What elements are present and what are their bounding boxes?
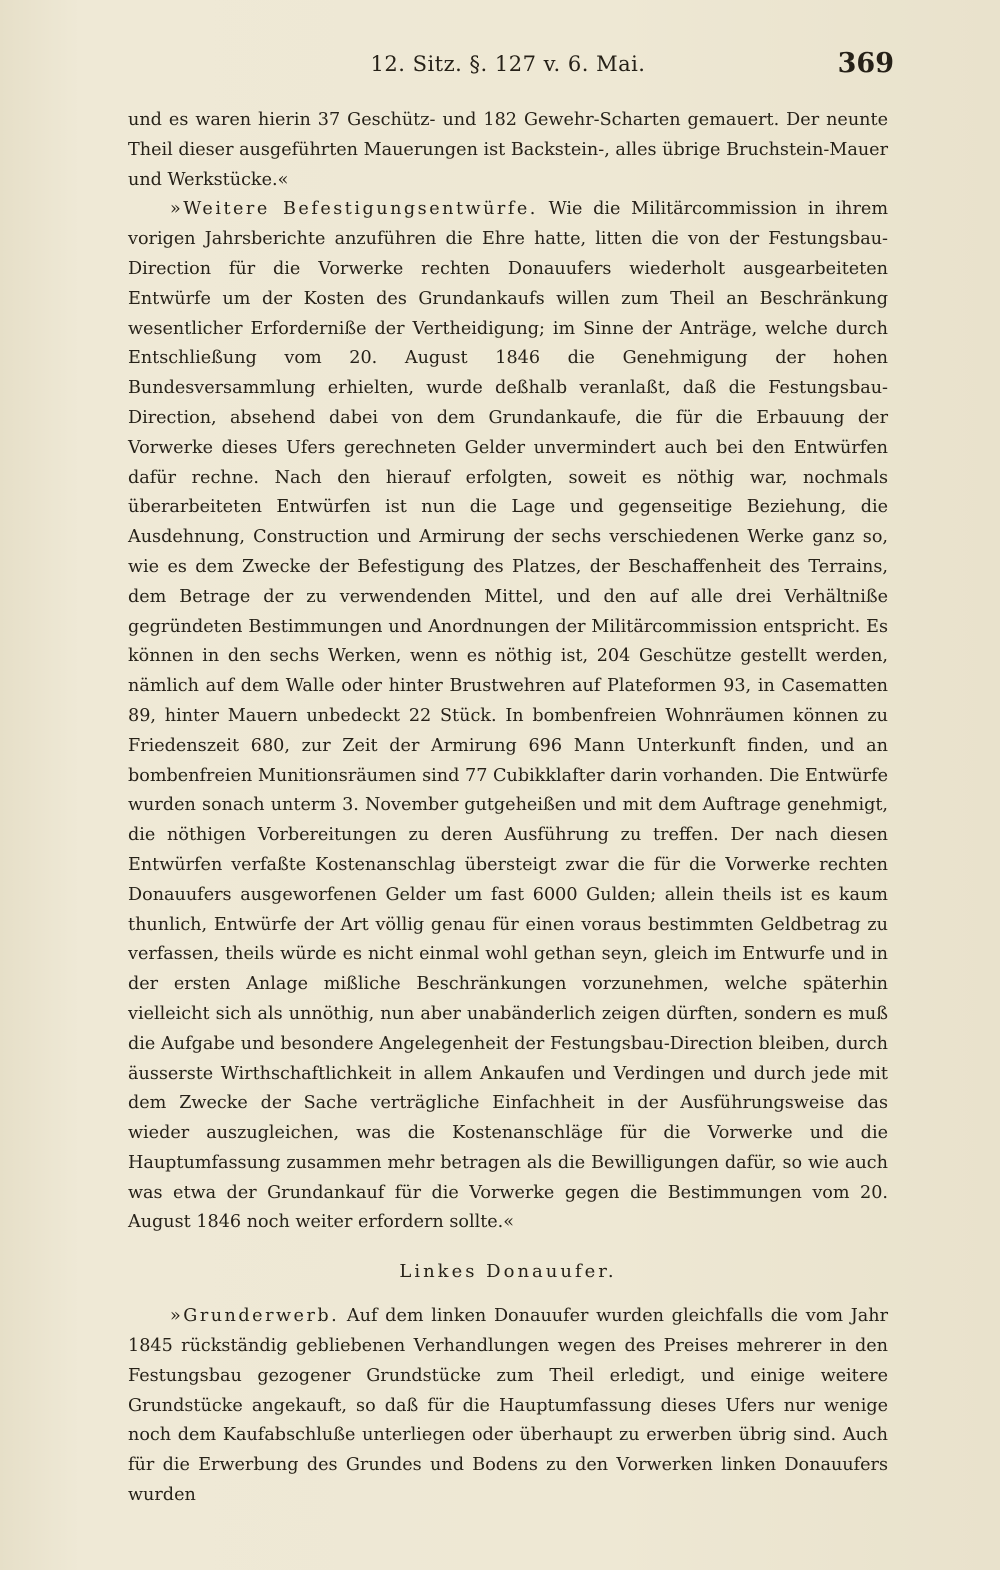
paragraph-text: Auf dem linken Donauufer wurden gleichfalls die vom Jahr 1845 rückständig gebliebenen Verhandlungen wegen des Preises mehrerer in den Festungsbau gezogener Grundstücke zum Theil erledigt, und einige weitere Grundstücke angekauft, so daß für die Hauptumfassung dieses Ufers nur wenige noch dem Kaufabschluße unterliegen oder überhaupt zu erwerben übrig sind. Auch für die Erwerbung des Grundes und Bodens zu den Vorwerken linken Donauufers wurden xyxy=(128,1306,888,1506)
paragraph-continuation xyxy=(128,106,888,195)
paragraph-grunderwerb xyxy=(128,1302,888,1511)
page-header xyxy=(128,48,894,88)
section-heading: Linkes Donauufer. xyxy=(399,1261,617,1283)
paragraph-text: Wie die Militärcommission in ihrem vorigen Jahrsberichte anzuführen die Ehre hatte, litten die von der Festungsbau-Direction für die Vorwerke rechten Donauufers wiederholt ausgearbeiteten Entwürfe um der Kosten des Grundankaufs willen zum Theil an Beschränkung wesentlicher Erforderniße der Vertheidigung; im Sinne der Anträge, welche durch Entschließung vom 20. August 1846 die Genehmigung der hohen Bundesversammlung erhielten, wurde deßhalb veranlaßt, daß die Festungsbau-Direction, absehend dabei von dem Grundankaufe, die für die Erbauung der Vorwerke dieses Ufers gerechneten Gelder unvermindert auch bei den Entwürfen dafür rechne. Nach den hierauf erfolgten, soweit es nöthig war, nochmals überarbeiteten Entwürfen ist nun die Lage und gegenseitige Beziehung, die Ausdehnung, Construction und Armirung der sechs verschiedenen Werke ganz so, wie es dem Zwecke der Befestigung des Platzes, der Beschaffenheit des Terrains, dem Betrage der zu verwendenden Mittel, und den auf alle drei Verhältniße gegründeten Bestimmungen und Anordnungen der Militärcommission entspricht. Es können in den sechs Werken, wenn es nöthig ist, 204 Geschütze gestellt werden, nämlich auf dem Walle oder hinter Brustwehren auf Plateformen 93, in Casematten 89, hinter Mauern unbedeckt 22 Stück. In bombenfreien Wohnräumen können zu Friedenszeit 680, zur Zeit der Armirung 696 Mann Unterkunft finden, und an bombenfreien Munitionsräumen sind 77 Cubikklafter darin vorhanden. Die Entwürfe wurden sonach unterm 3. November gutgeheißen und mit dem Auftrage genehmigt, die nöthigen Vorbereitungen zu deren Ausführung zu treffen. Der nach diesen Entwürfen verfaßte Kostenanschlag übersteigt zwar die für die Vorwerke rechten Donauufers ausgeworfenen Gelder um fast 6000 Gulden; allein theils ist es kaum thunlich, Entwürfe der Art völlig genau für einen voraus bestimmten Geldbetrag zu verfassen, theils würde es nicht einmal wohl gethan seyn, gleich im Entwurfe und in der ersten Anlage mißliche Beschränkungen vorzunehmen, welche späterhin vielleicht sich als unnöthig, nun aber unabänderlich zeigen dürften, sondern es muß die Aufgabe und besondere Angelegenheit der Festungsbau-Direction bleiben, durch äusserste Wirthschaftlichkeit in allem Ankaufen und Verdingen und durch jede mit dem Zwecke der Sache verträgliche Einfachheit in der Ausführungsweise das wieder auszugleichen, was die Kostenanschläge für die Vorwerke und die Hauptumfassung zusammen mehr betragen als die Bewilligungen dafür, so wie auch was etwa der Grundankauf für die Vorwerke gegen die Bestimmungen vom 20. August 1846 noch weiter erfordern sollte.« xyxy=(128,199,888,1233)
running-head: 12. Sitz. §. 127 v. 6. Mai. xyxy=(370,52,646,76)
paragraph-lead-heading: »Grunderwerb. xyxy=(170,1306,340,1327)
paragraph-lead-heading: »Weitere Befestigungsentwürfe. xyxy=(170,199,538,220)
body-text xyxy=(128,106,888,1511)
paragraph-text: und es waren hierin 37 Geschütz- und 182 Gewehr-Scharten gemauert. Der neunte Theil dieser ausgeführten Mauerungen ist Backstein-, alles übrige Bruchstein-Mauer und Werkstücke.« xyxy=(128,110,888,190)
paragraph-befestigungsentwuerfe xyxy=(128,195,888,1238)
page-number: 369 xyxy=(837,48,894,79)
